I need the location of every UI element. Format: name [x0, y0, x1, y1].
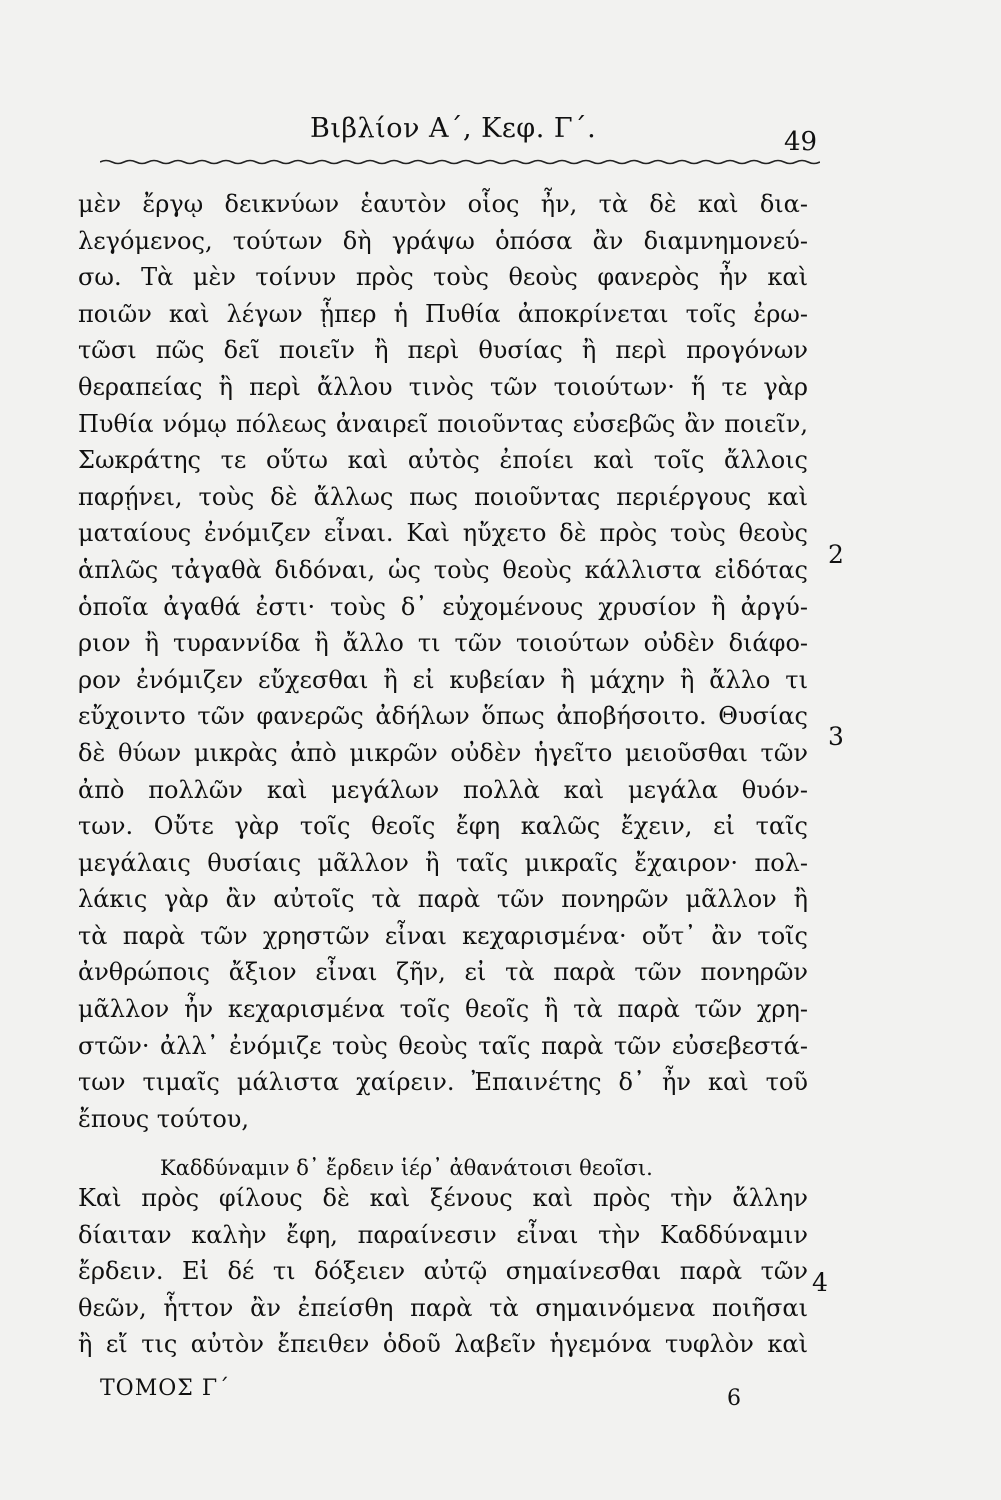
text-line: των. Οὔτε γὰρ τοῖς θεοῖς ἔφη καλῶς ἔχειν, εἰ ταῖς — [78, 812, 808, 841]
body-text — [78, 186, 808, 1137]
section-number: 2 — [828, 540, 844, 569]
text-line: ἔπους τούτου, — [78, 1104, 250, 1133]
text-line: ποιῶν καὶ λέγων ᾗπερ ἡ Πυθία ἀποκρίνεται τοῖς ἐρω- — [78, 299, 808, 328]
verse-quotation: Καδδύναμιν δ᾽ ἔρδειν ἱέρ᾽ ἀθανάτοισι θεοῖσι. — [160, 1156, 653, 1180]
text-line: τὰ παρὰ τῶν χρηστῶν εἶναι κεχαρισμένα· οὔτ᾽ ἂν τοῖς — [78, 921, 808, 950]
header-wavy-rule — [100, 158, 820, 168]
text-line: ἢ εἴ τις αὐτὸν ἔπειθεν ὁδοῦ λαβεῖν ἡγεμόνα τυφλὸν καὶ — [78, 1330, 808, 1359]
section-number: 4 — [812, 1268, 828, 1297]
text-line: λεγόμενος, τούτων δὴ γράψω ὁπόσα ἂν διαμνημονεύ- — [78, 226, 808, 255]
text-line: εὔχοιντο τῶν φανερῶς ἀδήλων ὅπως ἀποβήσοιτο. Θυσίας — [78, 702, 808, 731]
text-line: ἀνθρώποις ἄξιον εἶναι ζῆν, εἰ τὰ παρὰ τῶν πονηρῶν — [78, 958, 808, 987]
text-line: ἀπὸ πολλῶν καὶ μεγάλων πολλὰ καὶ μεγάλα θυόν- — [78, 775, 808, 804]
text-line: θεραπείας ἢ περὶ ἄλλου τινὸς τῶν τοιούτων· ἥ τε γὰρ — [78, 372, 808, 401]
running-head: Βιβλίον Α΄, Κεφ. Γ΄. — [310, 113, 597, 144]
sheet-number: 6 — [727, 1386, 741, 1411]
text-line: ἔρδειν. Εἰ δέ τι δόξειεν αὐτῷ σημαίνεσθαι παρὰ τῶν — [78, 1257, 808, 1286]
text-line: τῶσι πῶς δεῖ ποιεῖν ἢ περὶ θυσίας ἢ περὶ προγόνων — [78, 336, 808, 365]
text-line: Πυθία νόμῳ πόλεως ἀναιρεῖ ποιοῦντας εὐσεβῶς ἂν ποιεῖν, — [78, 409, 808, 438]
text-line: σω. Τὰ μὲν τοίνυν πρὸς τοὺς θεοὺς φανερὸς ἦν καὶ — [78, 263, 808, 292]
page-number: 49 — [784, 127, 818, 157]
body-text-continued — [78, 1180, 808, 1363]
text-line: λάκις γὰρ ἂν αὐτοῖς τὰ παρὰ τῶν πονηρῶν μᾶλλον ἢ — [78, 885, 808, 914]
text-line: ματαίους ἐνόμιζεν εἶναι. Καὶ ηὔχετο δὲ πρὸς τοὺς θεοὺς — [78, 519, 808, 548]
volume-signature: ΤΟΜΟΣ Γ΄ — [100, 1376, 231, 1401]
text-line: παρῄνει, τοὺς δὲ ἄλλως πως ποιοῦντας περιέργους καὶ — [78, 482, 808, 511]
text-line: μὲν ἔργῳ δεικνύων ἑαυτὸν οἷος ἦν, τὰ δὲ καὶ δια- — [78, 190, 808, 218]
text-line: στῶν· ἀλλ᾽ ἐνόμιζε τοὺς θεοὺς ταῖς παρὰ τῶν εὐσεβεστά- — [78, 1031, 808, 1060]
text-line: ριον ἢ τυραννίδα ἢ ἄλλο τι τῶν τοιούτων οὐδὲν διάφο- — [78, 629, 808, 658]
text-line: Καὶ πρὸς φίλους δὲ καὶ ξένους καὶ πρὸς τὴν ἄλλην — [78, 1184, 808, 1212]
text-line: δίαιταν καλὴν ἔφη, παραίνεσιν εἶναι τὴν Καδδύναμιν — [78, 1220, 808, 1249]
text-line: των τιμαῖς μάλιστα χαίρειν. Ἐπαινέτης δ᾽ ἦν καὶ τοῦ — [78, 1068, 808, 1097]
text-line: ὁποῖα ἀγαθά ἐστι· τοὺς δ᾽ εὐχομένους χρυσίον ἢ ἀργύ- — [78, 592, 808, 621]
text-line: Σωκράτης τε οὕτω καὶ αὐτὸς ἐποίει καὶ τοῖς ἄλλοις — [78, 446, 808, 475]
text-line: θεῶν, ἧττον ἂν ἐπείσθη παρὰ τὰ σημαινόμενα ποιῆσαι — [78, 1293, 808, 1322]
text-line: ἁπλῶς τἀγαθὰ διδόναι, ὡς τοὺς θεοὺς κάλλιστα εἰδότας — [78, 555, 808, 584]
section-number: 3 — [828, 722, 844, 751]
text-line: μεγάλαις θυσίαις μᾶλλον ἢ ταῖς μικραῖς ἔχαιρον· πολ- — [78, 848, 808, 877]
text-line: ρον ἐνόμιζεν εὔχεσθαι ἢ εἰ κυβείαν ἢ μάχην ἢ ἄλλο τι — [78, 665, 808, 694]
text-line: μᾶλλον ἦν κεχαρισμένα τοῖς θεοῖς ἢ τὰ παρὰ τῶν χρη- — [78, 995, 808, 1024]
text-line: δὲ θύων μικρὰς ἀπὸ μικρῶν οὐδὲν ἡγεῖτο μειοῦσθαι τῶν — [78, 738, 808, 767]
